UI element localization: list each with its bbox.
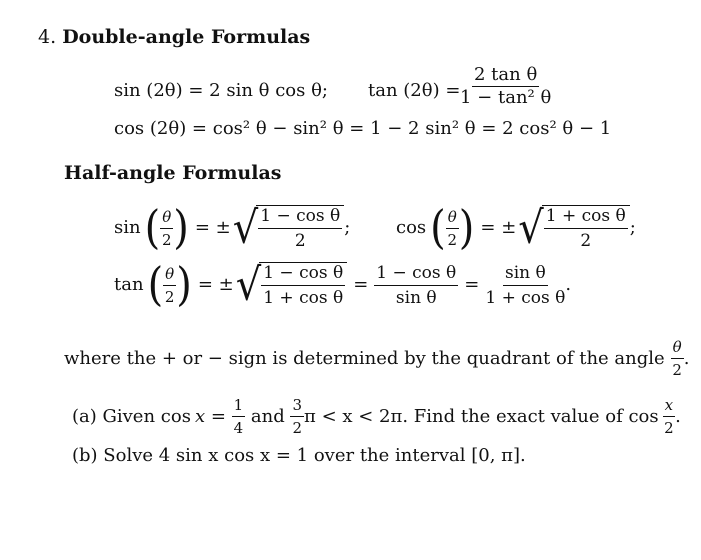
tan-double-den: 1 − tan² θ (460, 87, 552, 108)
paren-right: ) (458, 201, 475, 255)
sin-arg (160, 208, 173, 249)
problem-a-f1-num: 1 (232, 396, 246, 417)
problem-a-f3-den: 2 (664, 419, 674, 437)
cos-tail: ; (629, 217, 636, 238)
sign-note-fraction (671, 338, 684, 379)
section-title: Double-angle Formulas (62, 26, 311, 48)
sin-fn: sin (114, 217, 141, 238)
tan-f3-num: sin θ (503, 263, 548, 286)
problem-a-range: π < x < 2π. Find the exact value of cos (304, 405, 659, 427)
tan-eq3: = (464, 274, 480, 295)
sqrt-icon: √ (518, 202, 544, 254)
problem-a-f3-num: x (663, 396, 675, 417)
sign-note-tail: . (683, 347, 690, 369)
problem-a-tail: . (675, 405, 681, 427)
problem-b: (b) Solve 4 sin x cos x = 1 over the interval [0, π]. (72, 445, 526, 466)
sin-tail: ; (344, 217, 351, 238)
section-heading (38, 28, 310, 47)
tan-fraction-3 (485, 263, 565, 308)
cos-rad-den: 2 (580, 231, 592, 251)
sin-arg-num: θ (160, 208, 173, 229)
sin-arg-den: 2 (161, 230, 172, 249)
tan-rad-den: 1 + cos θ (263, 288, 344, 308)
tan-rad-num: 1 − cos θ (261, 263, 345, 286)
sin-double-angle: sin (2θ) = 2 sin θ cos θ; (114, 80, 328, 101)
sin-rad-num: 1 − cos θ (258, 206, 342, 229)
sin-sqrt (232, 202, 345, 254)
tan-arg-den: 2 (164, 287, 175, 306)
problem-a-frac2 (290, 396, 304, 437)
sin-eq: = ± (194, 217, 231, 238)
half-angle-title: Half-angle Formulas (64, 162, 282, 184)
tan-sqrt (235, 259, 348, 311)
tan-double-angle-lhs: tan (2θ) = (368, 80, 461, 101)
problem-a-f1-den: 4 (233, 419, 244, 437)
tan-fraction-2 (374, 263, 458, 308)
paren-right: ) (176, 258, 192, 312)
cos-fn: cos (396, 217, 427, 238)
tan-fn: tan (114, 274, 144, 295)
cos-arg-den: 2 (447, 230, 458, 249)
cos-double-angle: cos (2θ) = cos² θ − sin² θ = 1 − 2 sin² θ = 2 cos² θ − 1 (114, 118, 612, 139)
cos-arg-num: θ (446, 208, 459, 229)
tan-arg-num: θ (163, 265, 176, 286)
cos-arg (446, 208, 459, 249)
tan-eq2: = (353, 274, 369, 295)
tan-f2-den: sin θ (395, 287, 437, 308)
sin-rad-den: 2 (294, 231, 306, 251)
cos-eq: = ± (480, 217, 517, 238)
sign-note-den: 2 (672, 361, 682, 379)
problem-a-frac3 (663, 396, 675, 437)
paren-left: ( (147, 258, 164, 312)
cos-sqrt (518, 202, 630, 254)
sqrt-icon: √ (235, 259, 262, 311)
paren-right: ) (173, 201, 189, 255)
problem-a-eq: = (205, 405, 232, 427)
problem-a-var: x (194, 405, 206, 427)
tan-arg (163, 265, 176, 306)
tan-double-num: 2 tan θ (474, 64, 538, 85)
tan-tail: . (565, 274, 572, 295)
cos-rad-num: 1 + cos θ (544, 206, 628, 229)
sign-note-num: θ (671, 338, 684, 359)
tan-half-angle (114, 258, 572, 312)
cos-half-angle (396, 201, 636, 255)
problem-a (72, 396, 681, 437)
sin-half-angle (114, 201, 351, 255)
sqrt-icon: √ (232, 202, 259, 254)
problem-a-frac1 (232, 396, 246, 437)
tan-eq: = ± (197, 274, 234, 295)
paren-left: ( (144, 201, 161, 255)
sign-note (64, 338, 689, 379)
tan-f2-num: 1 − cos θ (374, 263, 458, 286)
sign-note-text: where the + or − sign is determined by the quadrant of the angle (64, 347, 665, 369)
tan-double-angle-fraction (460, 66, 551, 107)
problem-a-label: (a) Given cos (72, 405, 191, 427)
paren-left: ( (430, 201, 446, 255)
problem-a-f2-den: 2 (292, 419, 303, 437)
tan-f3-den: 1 + cos θ (485, 287, 566, 308)
problem-a-and: and (245, 405, 291, 427)
section-number: 4. (38, 26, 57, 48)
problem-a-f2-num: 3 (290, 396, 304, 417)
